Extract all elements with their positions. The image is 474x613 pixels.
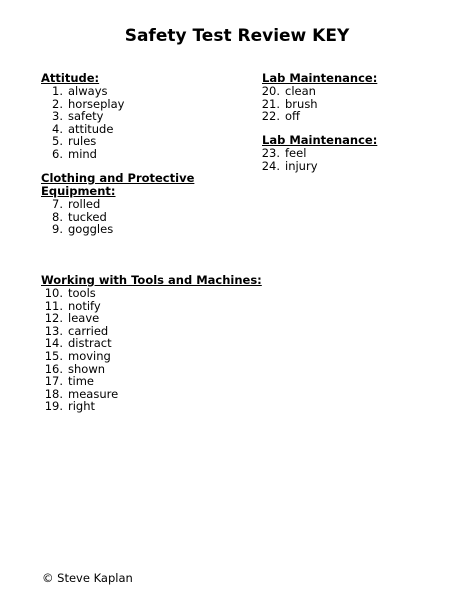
item-answer: moving (68, 348, 111, 363)
item-number: 14. (44, 336, 63, 351)
item-number: 4. (52, 121, 63, 136)
item-answer: measure (68, 386, 119, 401)
item-number: 1. (52, 84, 63, 98)
item-answer: attitude (68, 121, 114, 136)
item-answer: goggles (68, 222, 114, 237)
item-answer: notify (68, 298, 101, 313)
item-answer: shown (68, 361, 106, 376)
list-item (258, 147, 377, 160)
heading-line: Clothing and Protective (41, 171, 195, 185)
list-item (41, 223, 194, 236)
list-item (258, 110, 377, 123)
item-answer: leave (68, 311, 100, 326)
section-heading-tools: Working with Tools and Machines: (41, 273, 262, 287)
item-number: 11. (44, 298, 63, 313)
item-answer: brush (285, 96, 318, 111)
section-attitude (41, 72, 124, 161)
section-lab-maintenance-1 (258, 72, 377, 123)
answer-list-clothing (41, 198, 194, 236)
list-item (258, 160, 377, 173)
item-answer: safety (68, 109, 104, 124)
item-answer: off (285, 109, 300, 124)
item-number: 7. (52, 197, 63, 211)
item-answer: carried (68, 323, 109, 338)
answer-list-lab-maintenance-1 (258, 85, 377, 123)
heading-line: Equipment: (41, 184, 116, 198)
item-answer: always (68, 84, 108, 98)
section-heading-lab-maintenance-1: Lab Maintenance: (262, 71, 378, 85)
item-number: 12. (44, 311, 63, 326)
item-number: 21. (261, 96, 280, 111)
item-answer: distract (68, 336, 112, 351)
copyright-footer: © Steve Kaplan (42, 571, 133, 585)
item-number: 13. (44, 323, 63, 338)
section-heading-lab-maintenance-2: Lab Maintenance: (262, 133, 378, 147)
item-number: 10. (44, 286, 63, 300)
item-number: 23. (261, 146, 280, 160)
item-number: 17. (44, 374, 63, 389)
item-answer: horseplay (68, 96, 125, 111)
item-answer: time (68, 374, 94, 389)
item-answer: rules (68, 134, 97, 149)
item-number: 3. (52, 109, 63, 124)
list-item (41, 211, 194, 224)
page-title: Safety Test Review KEY (124, 26, 350, 46)
item-number: 22. (261, 109, 280, 124)
list-item (41, 400, 262, 413)
item-answer: rolled (68, 197, 101, 211)
answer-list-tools (41, 287, 262, 413)
item-answer: tucked (68, 209, 107, 224)
item-number: 9. (52, 222, 63, 237)
item-answer: tools (68, 286, 96, 300)
item-number: 24. (261, 158, 280, 173)
item-number: 2. (52, 96, 63, 111)
item-answer: injury (285, 158, 318, 173)
item-answer: clean (285, 84, 316, 98)
item-number: 20. (261, 84, 280, 98)
list-item (41, 198, 194, 211)
list-item (258, 85, 377, 98)
item-number: 19. (44, 399, 63, 414)
section-tools (41, 274, 262, 413)
item-number: 8. (52, 209, 63, 224)
item-number: 5. (52, 134, 63, 149)
item-number: 6. (52, 146, 63, 161)
item-number: 15. (44, 348, 63, 363)
answer-list-attitude (41, 85, 124, 161)
item-answer: feel (285, 146, 307, 160)
item-number: 18. (44, 386, 63, 401)
list-item (41, 148, 124, 161)
answer-list-lab-maintenance-2 (258, 147, 377, 172)
item-number: 16. (44, 361, 63, 376)
item-answer: mind (68, 146, 97, 161)
section-heading-attitude: Attitude: (41, 71, 100, 85)
item-answer: right (68, 399, 96, 414)
section-lab-maintenance-2 (258, 134, 377, 172)
section-clothing (41, 172, 194, 236)
section-heading-clothing (41, 172, 194, 198)
